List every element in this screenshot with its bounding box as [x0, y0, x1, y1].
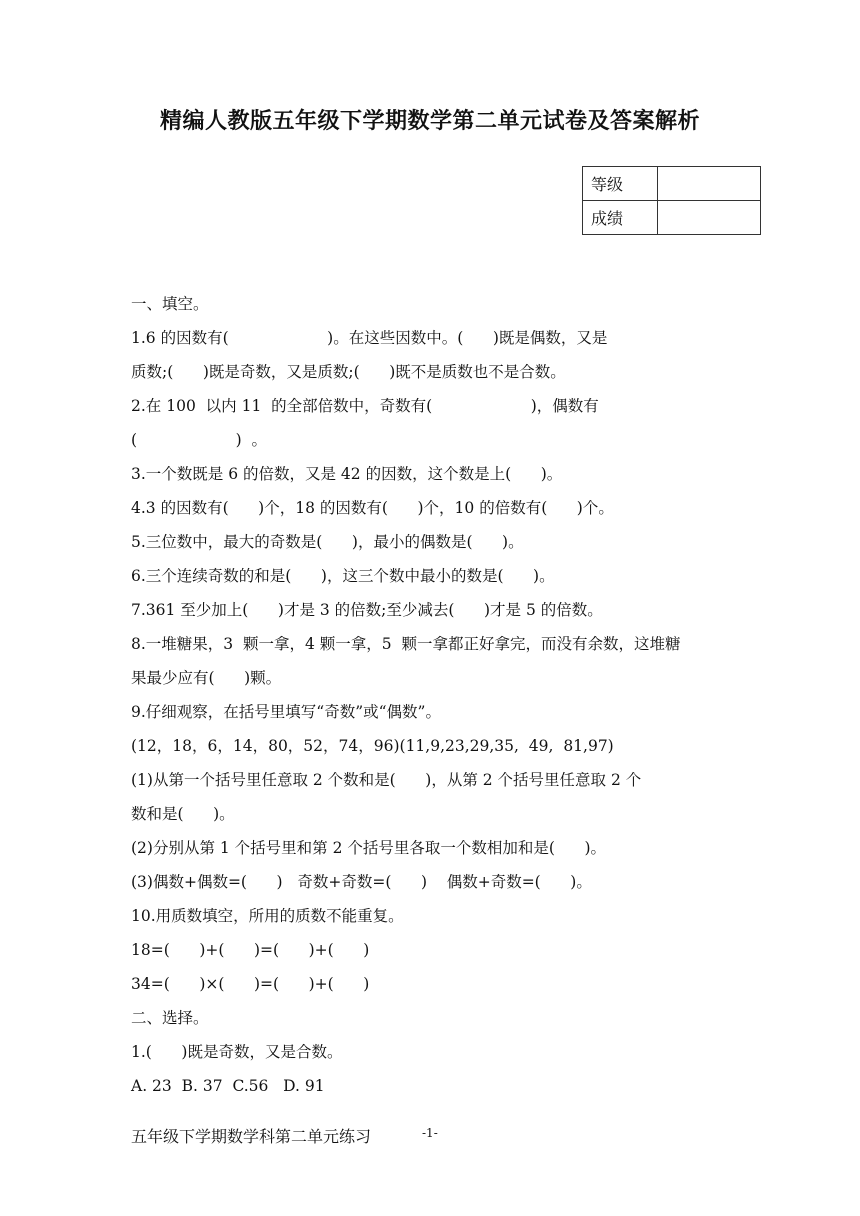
question-line: 质数;( )既是奇数，又是质数;( )既不是质数也不是合数。 — [131, 363, 566, 381]
score-label: 成绩 — [583, 201, 658, 235]
question-line: (2)分别从第 1 个括号里和第 2 个括号里各取一个数相加和是( )。 — [131, 839, 607, 857]
score-value-cell — [658, 201, 761, 235]
grade-table — [582, 166, 761, 235]
question-line: 1.6 的因数有( )。在这些因数中。( )既是偶数，又是 — [131, 329, 608, 347]
question-line: (12，18，6，14，80，52，74，96)(11,9,23,29,35, 49, 81,97) — [131, 737, 614, 755]
question-line: 1.( )既是奇数，又是合数。 — [131, 1043, 343, 1061]
page-footer: 五年级下学期数学科第二单元练习 — [131, 1127, 372, 1146]
question-line: 数和是( )。 — [131, 805, 235, 823]
question-line: 6.三个连续奇数的和是( )，这三个数中最小的数是( )。 — [131, 567, 555, 585]
question-line: 18=( )+( )=( )+( ) — [131, 941, 370, 959]
score-row — [583, 201, 761, 235]
question-line: 34=( )×( )=( )+( ) — [131, 975, 370, 993]
question-line: 5.三位数中，最大的奇数是( )，最小的偶数是( )。 — [131, 533, 524, 551]
question-line: 4.3 的因数有( )个，18 的因数有( )个，10 的倍数有( )个。 — [131, 499, 614, 517]
question-line: ( ) 。 — [131, 431, 267, 449]
page-title: 精编人教版五年级下学期数学第二单元试卷及答案解析 — [159, 108, 700, 134]
answer-options: A. 23 B. 37 C.56 D. 91 — [131, 1077, 325, 1095]
question-line: 2.在 100 以内 11 的全部倍数中，奇数有( )，偶数有 — [131, 397, 599, 415]
section-heading-choice: 二、选择。 — [131, 1009, 209, 1027]
question-line: (1)从第一个括号里任意取 2 个数和是( )，从第 2 个括号里任意取 2 个 — [131, 771, 642, 789]
question-line: (3)偶数+偶数=( ) 奇数+奇数=( ) 偶数+奇数=( )。 — [131, 873, 592, 891]
question-line: 9.仔细观察，在括号里填写“奇数”或“偶数”。 — [131, 703, 441, 721]
grade-row — [583, 167, 761, 201]
question-line: 3.一个数既是 6 的倍数，又是 42 的因数，这个数是上( )。 — [131, 465, 563, 483]
question-line: 8.一堆糖果，3 颗一拿，4 颗一拿，5 颗一拿都正好拿完，而没有余数，这堆糖 — [131, 635, 681, 653]
question-line: 7.361 至少加上( )才是 3 的倍数;至少减去( )才是 5 的倍数。 — [131, 601, 603, 619]
page-number: -1- — [422, 1126, 438, 1140]
question-line: 果最少应有( )颗。 — [131, 669, 282, 687]
question-line: 10.用质数填空，所用的质数不能重复。 — [131, 907, 404, 925]
grade-label: 等级 — [583, 167, 658, 201]
grade-value-cell — [658, 167, 761, 201]
exam-content — [131, 287, 741, 1103]
section-heading-fill-blank: 一、填空。 — [131, 295, 209, 313]
